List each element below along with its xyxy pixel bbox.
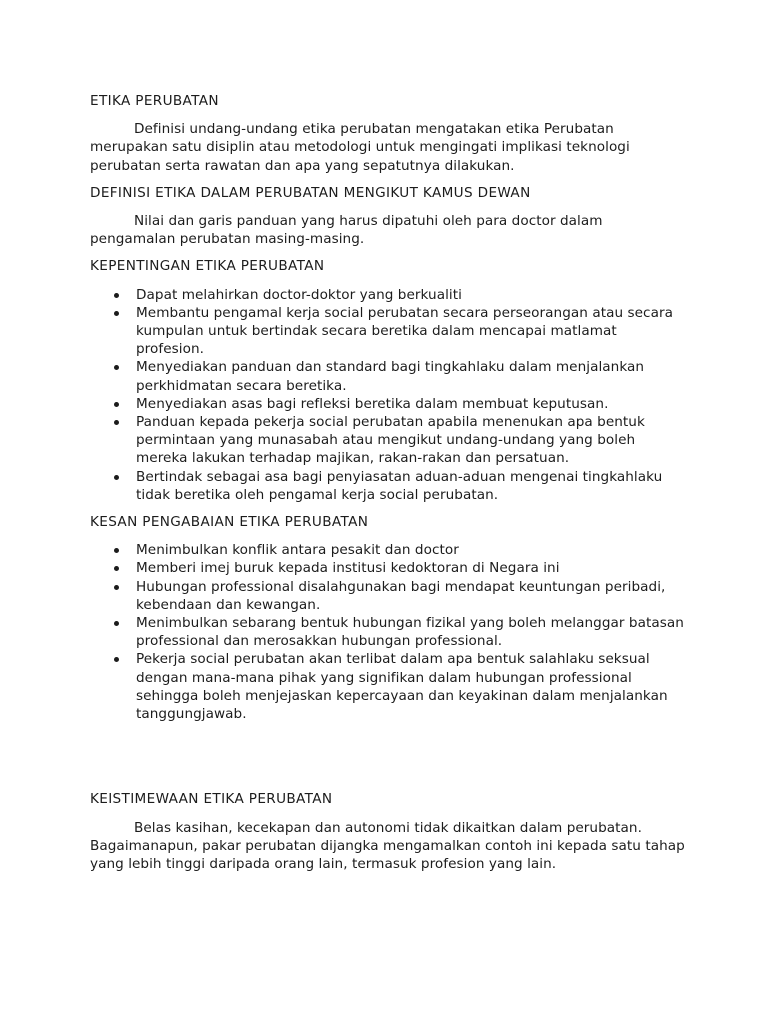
list-item-text: Menyediakan panduan dan standard bagi tingkahlaku dalam menjalankan perkhidmatan secara beretika. bbox=[136, 359, 645, 394]
list-item bbox=[90, 578, 686, 614]
list-item bbox=[90, 358, 686, 394]
list-item bbox=[90, 468, 686, 504]
paragraph-definisi: Definisi undang-undang etika perubatan mengatakan etika Perubatan merupakan satu disiplin atau metodologi untuk mengingati implikasi teknologi perubatan serta rawatan dan apa yang sepatutnya dilakukan. bbox=[90, 121, 630, 174]
bullet-icon bbox=[114, 475, 119, 480]
list-item-text: Panduan kepada pekerja social perubatan apabila menenukan apa bentuk permintaan yang munasabah atau mengikut undang-undang yang boleh mereka lakukan terhadap majikan, rakan-rakan dan persatuan. bbox=[136, 414, 645, 467]
list-item-text: Hubungan professional disalahgunakan bagi mendapat keuntungan peribadi, kebendaan dan kewangan. bbox=[136, 578, 666, 613]
heading-kesan-pengabaian: KESAN PENGABAIAN ETIKA PERUBATAN bbox=[90, 514, 369, 531]
heading-definisi-kamus-dewan: DEFINISI ETIKA DALAM PERUBATAN MENGIKUT KAMUS DEWAN bbox=[90, 184, 531, 201]
bullet-icon bbox=[114, 585, 119, 590]
list-item-text: Menimbulkan konflik antara pesakit dan doctor bbox=[136, 542, 459, 559]
bullet-icon bbox=[114, 365, 119, 370]
bullet-icon bbox=[114, 657, 119, 662]
list-item bbox=[90, 286, 686, 304]
paragraph-kamus-dewan: Nilai dan garis panduan yang harus dipatuhi oleh para doctor dalam pengamalan perubatan masing-masing. bbox=[90, 213, 603, 248]
list-item bbox=[90, 304, 686, 359]
list-item bbox=[90, 395, 686, 413]
list-item bbox=[90, 559, 686, 577]
bullet-icon bbox=[114, 566, 119, 571]
list-item-text: Memberi imej buruk kepada institusi kedoktoran di Negara ini bbox=[136, 560, 560, 577]
list-item bbox=[90, 541, 686, 559]
list-kesan-pengabaian bbox=[90, 541, 686, 723]
list-item-text: Pekerja social perubatan akan terlibat dalam apa bentuk salahlaku seksual dengan mana-mana pihak yang signifikan dalam hubungan professional sehingga boleh menjejaskan kepercayaan dan keyakinan dalam menjalankan tanggungjawab. bbox=[136, 651, 668, 723]
list-item bbox=[90, 650, 686, 723]
list-item bbox=[90, 614, 686, 650]
bullet-icon bbox=[114, 402, 119, 407]
heading-keistimewaan: KEISTIMEWAAN ETIKA PERUBATAN bbox=[90, 791, 333, 808]
list-kepentingan bbox=[90, 286, 686, 504]
list-item-text: Menyediakan asas bagi refleksi beretika dalam membuat keputusan. bbox=[136, 395, 609, 412]
list-item-text: Menimbulkan sebarang bentuk hubungan fizikal yang boleh melanggar batasan professional dan merosakkan hubungan professional. bbox=[136, 615, 684, 650]
heading-etika-perubatan: ETIKA PERUBATAN bbox=[90, 93, 219, 109]
list-item-text: Dapat melahirkan doctor-doktor yang berkualiti bbox=[136, 286, 462, 303]
bullet-icon bbox=[114, 621, 119, 626]
list-item bbox=[90, 413, 686, 468]
list-item-text: Membantu pengamal kerja social perubatan secara perseorangan atau secara kumpulan untuk bertindak secara beretika dalam mencapai matlamat profesion. bbox=[136, 304, 673, 358]
document-body bbox=[90, 92, 686, 873]
bullet-icon bbox=[114, 311, 119, 316]
paragraph-keistimewaan: Belas kasihan, kecekapan dan autonomi tidak dikaitkan dalam perubatan. Bagaimanapun, pakar perubatan dijangka mengamalkan contoh ini kepada satu tahap yang lebih tinggi daripada orang lain, termasuk profesion yang lain. bbox=[90, 819, 685, 872]
list-item-text: Bertindak sebagai asa bagi penyiasatan aduan-aduan mengenai tingkahlaku tidak beretika oleh pengamal kerja social perubatan. bbox=[136, 468, 663, 503]
bullet-icon bbox=[114, 293, 119, 298]
bullet-icon bbox=[114, 548, 119, 553]
heading-kepentingan: KEPENTINGAN ETIKA PERUBATAN bbox=[90, 258, 325, 275]
bullet-icon bbox=[114, 420, 119, 425]
